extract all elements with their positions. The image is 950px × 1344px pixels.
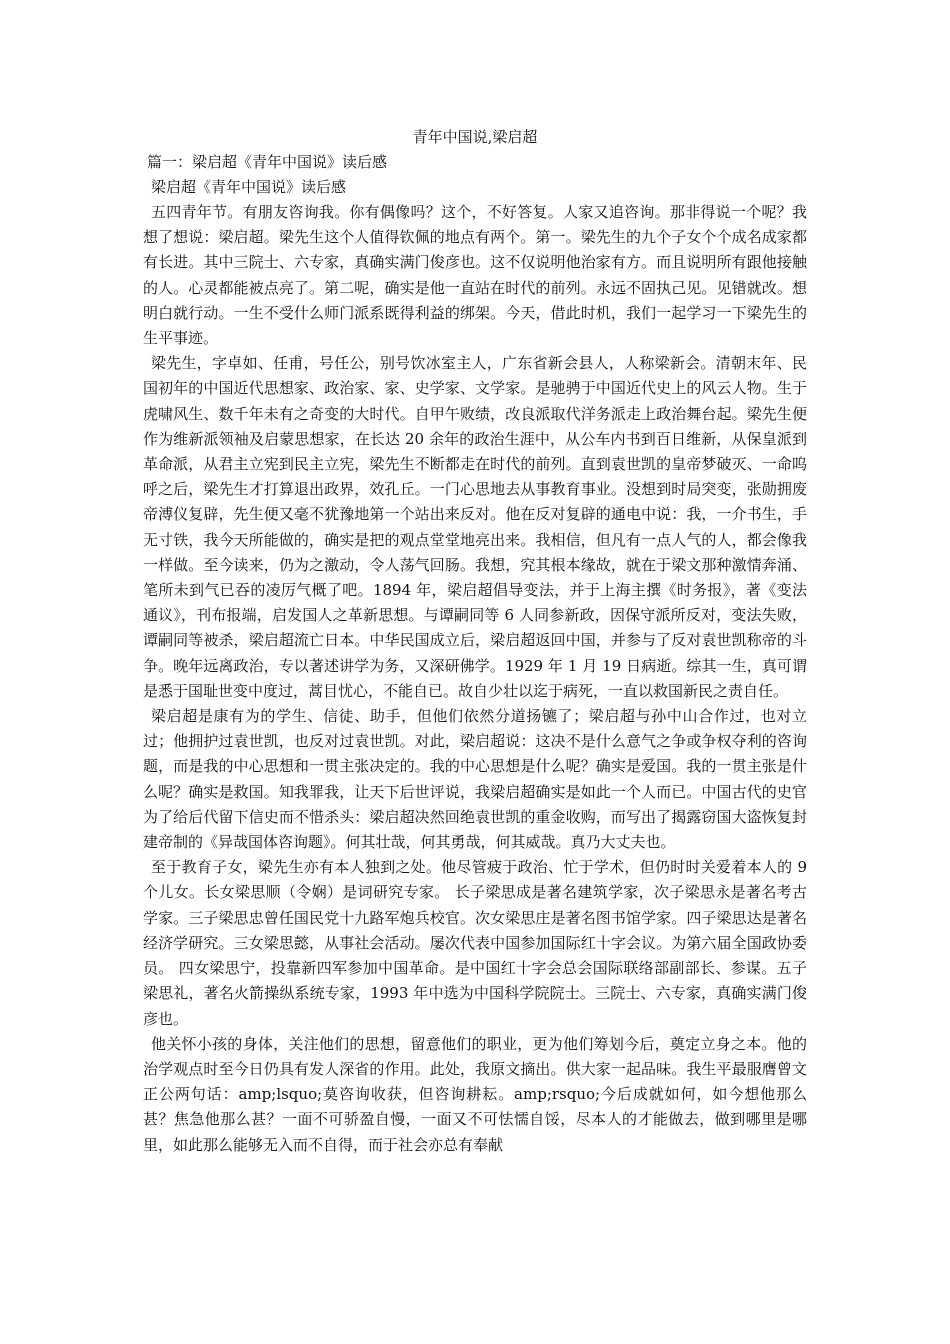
section-heading: 篇一：梁启超《青年中国说》读后感 [147, 153, 388, 171]
paragraph: 至于教育子女，梁先生亦有本人独到之处。他尽管疲于政治、忙于学术，但仍时时关爱着本人的 9 个儿女。长女梁思顺（令娴）是词研究专家。 长子梁思成是著名建筑学家，次子梁思永是著名考古学家。三子梁思忠曾任国民党十九路军炮兵校官。次女梁思庄是著名图书馆学家。四子梁思达是著名经济学研究。三女梁思懿，从事社会活动。屡次代表中国参加国际红十字会议。为第六届全国政协委员。 四女梁思宁，投靠新四军参加中国革命。是中国红十字会总会国际联络部副部长、参谋。五子梁思礼，著名火箭操纵系统专家，1993 年中选为中国科学院院士。三院士、六专家，真确实满门俊彦也。 [143, 858, 807, 1028]
paragraph: 梁先生，字卓如、任甫，号任公，别号饮冰室主人，广东省新会县人，人称梁新会。清朝末年、民国初年的中国近代思想家、政治家、家、史学家、文学家。是驰骋于中国近代史上的风云人物。生于虎啸风生、数千年未有之奇变的大时代。自甲午败绩，改良派取代洋务派走上政治舞台起。梁先生便作为维新派领袖及启蒙思想家，在长达 20 余年的政治生涯中，从公车内书到百日维新，从保皇派到革命派，从君主立宪到民主立宪，梁先生不断都走在时代的前列。直到袁世凯的皇帝梦破灭、一命呜呼之后，梁先生才打算退出政界，效孔丘。一门心思地去从事教育事业。没想到时局突变，张勋拥废帝溥仪复辟，先生便又毫不犹豫地第一个站出来反对。他在反对复辟的通电中说：我，一介书生，手无寸铁，我今天所能做的，确实是把的观点堂堂地亮出来。我相信，但凡有一点人气的人，都会像我一样做。至今读来，仍为之激动，令人荡气回肠。我想，究其根本缘故，就在于梁文那种激情奔涌、笔所未到气已吞的凌厉气概了吧。1894 年，梁启超倡导变法，并于上海主撰《时务报》，著《变法通议》，刊布报端，启发国人之革新思想。与谭嗣同等 6 人同参新政，因保守派所反对，变法失败，谭嗣同等被杀，梁启超流亡日本。中华民国成立后，梁启超返回中国，并参与了反对袁世凯称帝的斗争。晚年远离政治，专以著述讲学为务，又深研佛学。1929 年 1 月 19 日病逝。综其一生，真可谓是悉于国耻世变中度过，蒿目忧心，不能自已。故自少壮以迄于病死，一直以救国新民之责自任。 [143, 354, 807, 700]
paragraph: 他关怀小孩的身体，关注他们的思想，留意他们的职业，更为他们筹划今后，奠定立身之本。他的治学观点时至今日仍具有发人深省的作用。此处，我原文摘出。供大家一起品味。我生平最服膺曾文正公两句话：amp;lsquo;莫咨询收获，但咨询耕耘。amp;rsquo;今后成就如何，如今想他那么甚？焦急他那么甚？一面不可骄盈自慢，一面又不可怯懦自馁，尽本人的才能做去，做到哪里是哪里，如此那么能够无入而不自得，而于社会亦总有奉献 [143, 1034, 807, 1154]
document-title: 青年中国说,梁启超 [412, 128, 538, 146]
article-subheading: 梁启超《青年中国说》读后感 [151, 178, 347, 196]
paragraph: 五四青年节。有朋友咨询我。你有偶像吗？这个，不好答复。人家又追咨询。那非得说一个呢？我想了想说：梁启超。梁先生这个人值得钦佩的地点有两个。第一。梁先生的九个子女个个成名成家都有长进。其中三院士、六专家，真确实满门俊彦也。这不仅说明他治家有方。而且说明所有跟他接触的人。心灵都能被点亮了。第二呢，确实是他一直站在时代的前列。永远不固执己见。见错就改。想明白就行动。一生不受什么师门派系既得利益的绑架。今天，借此时机，我们一起学习一下梁先生的生平事迹。 [143, 203, 807, 348]
paragraph: 梁启超是康有为的学生、信徒、助手，但他们依然分道扬镳了；梁启超与孙中山合作过，也对立过；他拥护过袁世凯，也反对过袁世凯。对此，梁启超说：这决不是什么意气之争或争权夺利的咨询题，而是我的中心思想和一贯主张决定的。我的中心思想是什么呢？确实是爱国。我的一贯主张是什么呢？确实是救国。知我罪我，让天下后世评说，我梁启超确实是如此一个人而已。中国古代的史官为了给后代留下信史而不惜杀头：梁启超决然回绝袁世凯的重金收购，而写出了揭露窃国大盗恢复封建帝制的《异哉国体咨询题》。何其壮哉，何其勇哉，何其威哉。真乃大丈夫也。 [143, 707, 807, 852]
document-body [143, 124, 807, 1158]
